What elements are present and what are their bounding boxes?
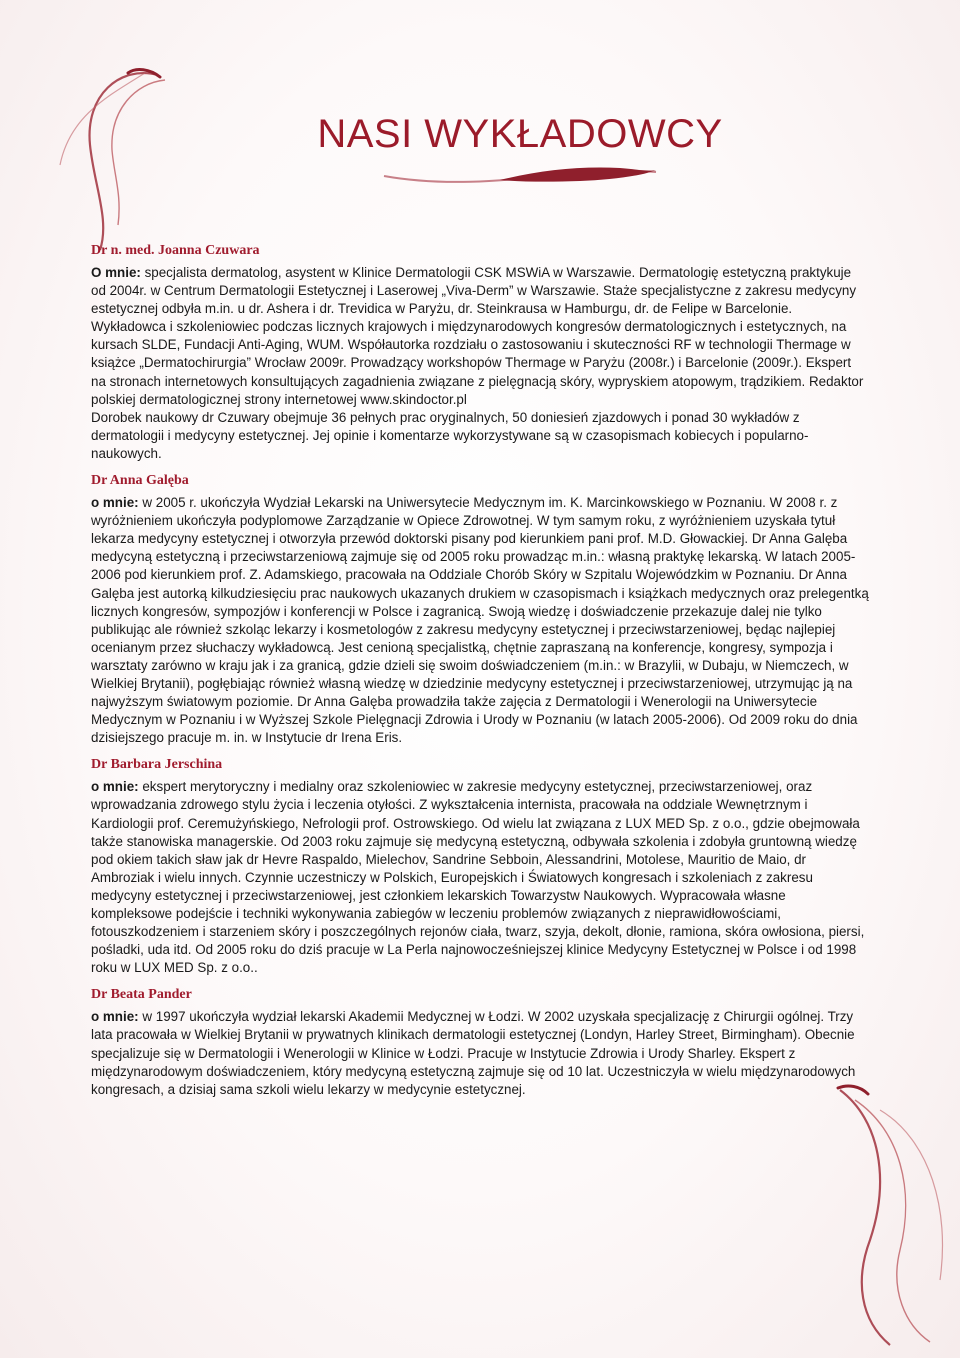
bio-paragraph (91, 1008, 869, 1098)
floral-swirl-ornament-top (40, 55, 180, 255)
bio-paragraph: Dorobek naukowy dr Czuwary obejmuje 36 pełnych prac oryginalnych, 50 doniesień zjazdowych i ponad 30 wykładów z dermatologii i medycyny estetycznej. Jej opinie i komentarze wykorzystywane są w czasopismach kobiecych i popularno-naukowych. (91, 409, 809, 461)
bio-label: o mnie: (91, 779, 139, 795)
lecturer-entry (91, 986, 869, 1098)
floral-swirl-ornament-bottom (820, 1080, 960, 1350)
bio-label: o mnie: (91, 495, 139, 511)
bio-paragraph (91, 494, 869, 747)
lecturer-entry (91, 472, 869, 747)
title-block (260, 110, 780, 186)
lecturer-bio (91, 1008, 869, 1098)
lecturer-name: Dr n. med. Joanna Czuwara (91, 243, 260, 258)
bio-text: ekspert merytoryczny i medialny oraz szkoleniowiec w zakresie medycyny estetycznej, przeciwstarzeniowej, oraz wprowadzania zdrowego stylu życia i leczenia otyłości. Z wykształcenia internista, pracowała na oddziale Wewnętrznym i Kardiologii prof. Ceremużyńskiego, Nefrologii prof. Ostrowskiego. Od wielu lat związana z LUX MED Sp. z o.o., gdzie obejmowała także stanowiska managerskie. Od 2003 roku zajmuje się medycyną estetyczną, odbywała szkolenia i zdobyła gruntowną wiedzę pod okiem takich sław jak dr Hevre Raspaldo, Mielechov, Sandrine Sebboin, Alessandrini, Motolese, Mauritio de Maio, dr Ambroziak i wielu innych. Czynnie uczestniczy w Polskich, Europejskich i Światowych kongresach i szkoleniach z zakresu medycyny estetycznej i przeciwstarzeniowej, jest członkiem lekarskich Towarzystw Naukowych. Wypracowała własne kompleksowe podejście i techniki wykonywania zabiegów w leczeniu problemów związanych z nieprawidłowościami, fotouszkodzeniem i starzeniem skóry i poszczególnych rejonów ciała, twarz, szyja, dekolt, dłonie, ramiona, skóra owłosiona, piersi, pośladki, uda itd. Od 2005 roku do dziś pracuje w La Perla najnowocześniejszej klinice Medycyny Estetycznej w Polsce i od 1998 roku w LUX MED Sp. z o.o.. (91, 779, 865, 976)
bio-label: o mnie: (91, 1009, 139, 1025)
lecturer-bio (91, 264, 869, 463)
lecturer-bio (91, 778, 869, 977)
bio-label: O mnie: (91, 265, 141, 280)
lecturer-entry (91, 242, 869, 463)
title-underline-swash (380, 160, 660, 186)
lecturer-bio (91, 494, 869, 747)
lecturer-name: Dr Beata Pander (91, 987, 192, 1003)
lecturer-entry (91, 756, 869, 977)
bio-text: w 2005 r. ukończyła Wydział Lekarski na Uniwersytecie Medycznym im. K. Marcinkowskiego w Poznaniu. W 2008 r. z wyróżnieniem ukończyła podyplomowe Zarządzanie w Opiece Zdrowotnej. W tym samym roku, z wyróżnieniem uzyskała tytuł lekarza medycyny estetycznej i otworzyła przewód doktorski pisany pod kierunkiem pani prof. M.D. Głowackiej. Dr Anna Galęba medycyną estetyczną i przeciwstarzeniową zajmuje się od 2005 roku prowadząc m.in.: własną praktykę lekarską. W latach 2005-2006 pod kierunkiem prof. Z. Adamskiego, pracowała na Oddziale Chorób Skóry w Szpitalu Wojewódzkim w Poznaniu. Dr Anna Galęba jest autorką kilkudziesięciu prac naukowych ukazanych drukiem w czasopismach i książkach medycznych oraz prelegentką licznych kongresów, sympozjów i konferencji w Polsce i zagranicą. Swoją wiedzę i doświadczenie przekazuje dalej nie tylko publikując ale również szkoląc lekarzy i kosmetologów z zakresu medycyny estetycznej i przeciwstarzeniowej, będąc najlepiej ocenianym przez słuchaczy wykładowcą. Jest cenioną specjalistką, chętnie zapraszaną na konferencje, kongresy, sympozja i warsztaty zarówno w kraju jak i za granicą, gdzie dzieli się swoim doświadczeniem (m.in.: w Brazylii, w Dubaju, w Niemczech, w Wielkiej Brytanii), pogłębiając również własną wiedzę w dziedzinie medycyny estetycznej i przeciwstarzeniowej, utrzymując ją na najwyższym światowym poziomie. Dr Anna Galęba prowadziła także zajęcia z Dermatologii i Wenerologii na Uniwersytecie Medycznym w Poznaniu i w Wyższej Szkole Pielęgnacji Zdrowia i Urody w Poznaniu (w latach 2005-2006). Od 2009 roku do dnia dzisiejszego pracuje m. in. w Instytucie dr Irena Eris. (91, 495, 869, 746)
lecturer-name: Dr Anna Galęba (91, 473, 189, 489)
page-title: NASI WYKŁADOWCY (317, 112, 723, 156)
bio-paragraph (91, 778, 869, 977)
bio-text: w 1997 ukończyła wydział lekarski Akademii Medycznej w Łodzi. W 2002 uzyskała specjalizację z Chirurgii ogólnej. Trzy lata pracowała w Wielkiej Brytanii w prywatnych klinikach dermatologii estetycznej (Londyn, Harley Street, Birmingham). Obecnie specjalizuje się w Dermatologii i Wenerologii w Klinice w Łodzi. Pracuje w Instytucie Zdrowia i Urody Sharley. Ekspert z międzynarodowym doświadczeniem, który medycyną estetyczną zajmuje się od 10 lat. Uczestniczyła w wielu międzynarodowych kongresach, a dzisiaj sama szkoli wielu lekarzy w medycynie estetycznej. (91, 1009, 856, 1097)
bio-text: specjalista dermatolog, asystent w Klinice Dermatologii CSK MSWiA w Warszawie. Dermatologię estetyczną praktykuje od 2004r. w Centrum Dermatologii Estetycznej i Laserowej „Viva-Derm” w Warszawie. Staże specjalistyczne z zakresu medycyny estetycznej odbyła m.in. u dr. Ashera i dr. Trevidica w Paryżu, dr. Steinkrausa w Hamburgu, dr. de Felipe w Barcelonie. Wykładowca i szkoleniowiec podczas licznych krajowych i międzynarodowych kongresów dermatologicznych i estetycznych, na kursach SLDE, Fundacji Anti-Aging, WUM. Współautorka rozdziału o zastosowaniu i skuteczności RF w technologii Thermage w książce „Dermatochirurgia” Wrocław 2009r. Prowadzący workshopów Thermage w Paryżu (2008r.) i Barcelonie (2009r.). Ekspert na stronach internetowych konsultujących zagadnienia związane z pielęgnacją skóry, wypryskiem atopowym, trądzikiem. Redaktor polskiej dermatologicznej strony internetowej www.skindoctor.pl (91, 265, 864, 407)
lecturers-list (91, 242, 869, 1108)
bio-paragraph (91, 264, 869, 409)
lecturer-name: Dr Barbara Jerschina (91, 757, 223, 773)
